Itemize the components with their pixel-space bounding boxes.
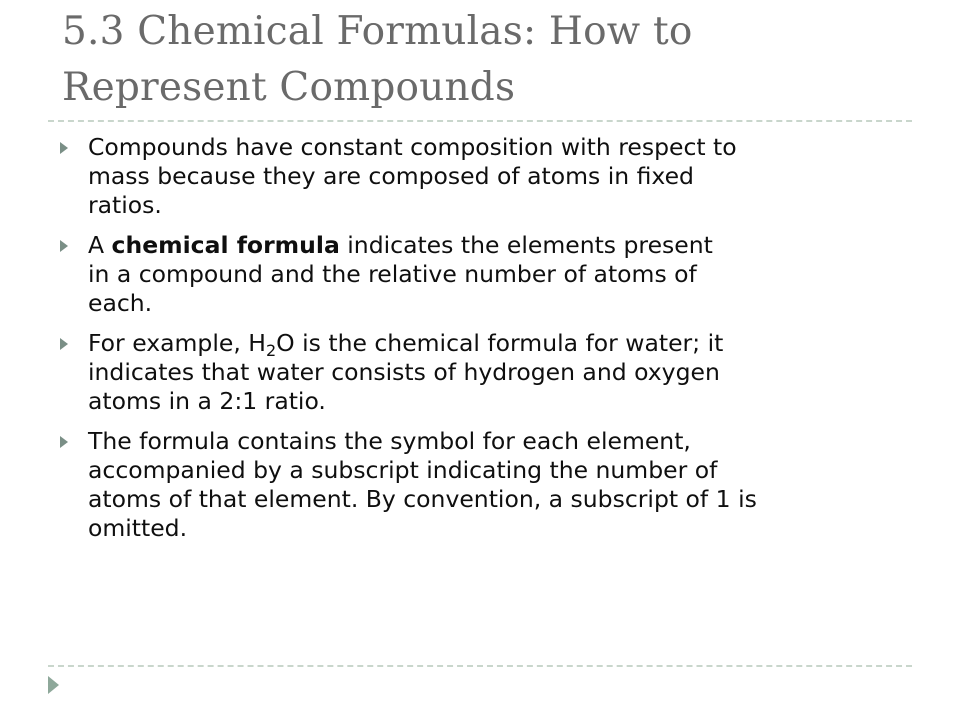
bullet-item-1 [60, 133, 910, 220]
slide-title-line-2: Represent Compounds [62, 65, 516, 110]
water-subscript: 2 [265, 341, 277, 360]
bullet-list [60, 133, 910, 554]
bullet-2-line-1 [88, 231, 910, 260]
bullet-item-4 [60, 427, 910, 543]
bullet-1-line-3: ratios. [88, 191, 162, 219]
bullet-4-line-1: The formula contains the symbol for each element, [88, 427, 691, 455]
triangle-bullet-icon [60, 240, 68, 252]
bullet-1-line-1: Compounds have constant composition with respect to [88, 133, 737, 161]
top-dashed-divider [48, 120, 912, 122]
bullet-3-line-3: atoms in a 2:1 ratio. [88, 387, 326, 415]
bullet-4-line-2: accompanied by a subscript indicating the number of [88, 456, 718, 484]
bullet-4-line-3: atoms of that element. By convention, a subscript of 1 is [88, 485, 757, 513]
slide-title [62, 4, 922, 116]
triangle-bullet-icon [60, 142, 68, 154]
slide-title-line-1: 5.3 Chemical Formulas: How to [62, 9, 693, 54]
bullet-4-line-4: omitted. [88, 514, 188, 542]
bullet-3-line-2: indicates that water consists of hydrogen and oxygen [88, 358, 720, 386]
bullet-2-text-post: indicates the elements present [339, 231, 713, 259]
bullet-item-3 [60, 329, 910, 416]
bullet-3-text-pre: For example, H [88, 329, 266, 357]
triangle-bullet-icon [60, 338, 68, 350]
bullet-2-text-pre: A [88, 231, 112, 259]
chemical-formula-term: chemical formula [111, 231, 340, 259]
bullet-1-line-2: mass because they are composed of atoms in fixed [88, 162, 694, 190]
bullet-2-line-3: each. [88, 289, 153, 317]
bullet-3-text-post: O is the chemical formula for water; it [276, 329, 724, 357]
triangle-nav-icon [48, 676, 59, 694]
triangle-bullet-icon [60, 436, 68, 448]
bullet-item-2 [60, 231, 910, 318]
bullet-2-line-2: in a compound and the relative number of atoms of [88, 260, 697, 288]
bottom-dashed-divider [48, 665, 912, 667]
bullet-3-line-1 [88, 329, 910, 358]
